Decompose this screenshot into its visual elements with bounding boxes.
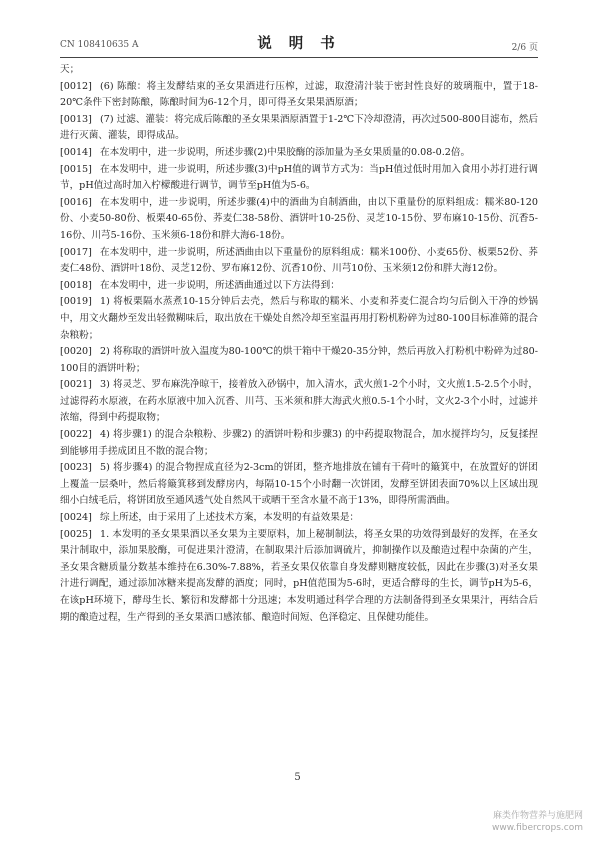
paragraph [60, 294, 538, 344]
paragraph-text: 4) 将步骤1) 的混合杂粮粉、步骤2) 的酒饼叶粉和步骤3) 的中药提取物混合，加水搅拌均匀，反复揉捏到能够用手搓成团且不散的混合物； [60, 429, 538, 457]
paragraph-text: 1) 将板栗隔水蒸煮10-15分钟后去壳，然后与称取的糯米、小麦和荞麦仁混合均匀后倒入干净的炒锅中，用文火翻炒至发出轻微糊味后，取出放在干燥处自然冷却至室温再用打粉机粉碎为过80-100目标准筛的混合杂粮粉； [60, 296, 538, 341]
paragraph [60, 245, 538, 278]
paragraph-number: [0021] [60, 379, 92, 391]
paragraph-number: [0016] [60, 196, 92, 208]
paragraph-text: 2) 将称取的酒饼叶放入温度为80-100℃的烘干箱中干燥20-35分钟，然后再放入打粉机中粉碎为过80-100目的酒饼叶粉； [60, 346, 538, 374]
paragraph-text: 5) 将步骤4) 的混合物捏成直径为2-3cm的饼团，整齐地排放在铺有干荷叶的簸箕中，在放置好的饼团上覆盖一层桑叶，然后将簸箕移到发酵房内，每隔10-15个小时翻一次饼团，发酵至饼团表面70%以上区域出现细小白绒毛后，将饼团放至通风透气处自然风干或晒干至含水量不高于13%，即得所需酒曲。 [60, 462, 538, 507]
paragraph-number: [0014] [60, 146, 92, 158]
document-title: 说 明 书 [257, 35, 341, 52]
watermark [492, 810, 583, 834]
continuation-text: 天； [60, 64, 80, 75]
paragraph [60, 377, 538, 427]
paragraph-number: [0012] [60, 80, 92, 92]
document-body [60, 62, 538, 626]
paragraph [60, 427, 538, 460]
page-number: 5 [294, 772, 301, 783]
paragraph [60, 112, 538, 145]
paragraph-text: 在本发明中，进一步说明，所述步骤(3)中pH值的调节方式为：当pH值过低时用加入食用小苏打进行调节，pH值过高时加入柠檬酸进行调节，调节至pH值为5-6。 [60, 163, 538, 192]
paragraph-number: [0017] [60, 246, 92, 258]
paragraph [60, 162, 538, 195]
paragraph [60, 510, 538, 527]
paragraph-number: [0022] [60, 429, 92, 441]
paragraph-number: [0024] [60, 512, 92, 524]
page-header [60, 32, 538, 54]
paragraph-number: [0023] [60, 462, 92, 474]
paragraph [60, 344, 538, 377]
paragraph-text: 3) 将灵芝、罗布麻洗净晾干，接着放入砂锅中，加入清水，武火煎1-2个小时，文火煎1.5-2.5个小时，过滤得药水原液，在药水原液中加入沉香、川芎、玉米须和胖大海武火煎0.5-1个小时，文火2-3个小时，过滤并浓缩，得到中药提取物； [60, 379, 538, 424]
paragraph-list [60, 79, 538, 627]
paragraph-text: 在本发明中，进一步说明，所述步骤(4)中的酒曲为自制酒曲，由以下重量份的原料组成：糯米80-120份、小麦50-80份、板栗40-65份、荞麦仁38-58份、酒饼叶10-25份、灵芝10-15份、罗布麻10-15份、沉香5-16份、川芎5-16份、玉米须6-18份和胖大海6-18份。 [60, 196, 538, 241]
page-indicator: 2/6 页 [511, 43, 538, 53]
paragraph [60, 460, 538, 510]
paragraph-text: 在本发明中，进一步说明，所述酒曲由以下重量份的原料组成：糯米100份、小麦65份、板栗52份、荞麦仁48份、酒饼叶18份、灵芝12份、罗布麻12份、沉香10份、川芎10份、玉米须12份和胖大海12份。 [60, 246, 538, 275]
paragraph-number: [0018] [60, 279, 92, 291]
paragraph-text: (7) 过滤、灌装：将完成后陈酿的圣女果果酒原酒置于1-2℃下冷却澄清，再次过500-800目滤布，然后进行灭菌、灌装，即得成品。 [60, 113, 538, 142]
paragraph [60, 527, 538, 627]
patent-number: CN 108410635 A [60, 40, 139, 50]
paragraph [60, 195, 538, 245]
paragraph [60, 79, 538, 112]
paragraph [60, 278, 538, 295]
paragraph-number: [0013] [60, 113, 92, 125]
paragraph-text: 在本发明中，进一步说明，所述酒曲通过以下方法得到： [100, 279, 340, 291]
paragraph-number: [0015] [60, 163, 92, 175]
paragraph-text: (6) 陈酿：将主发酵结束的圣女果酒进行压榨，过滤，取澄清汁装于密封性良好的玻璃瓶中，置于18-20℃条件下密封陈酿，陈酿时间为6-12个月，即可得圣女果果酒原酒； [60, 80, 538, 109]
paragraph [60, 145, 538, 162]
paragraph-text: 在本发明中，进一步说明，所述步骤(2)中果胶酶的添加量为圣女果质量的0.08-0.2倍。 [100, 146, 471, 158]
paragraph-text: 1. 本发明的圣女果果酒以圣女果为主要原料，加上秘制制法，将圣女果的功效得到最好的发挥，在圣女果汁制取中，添加果胶酶，可促进果汁澄清，在制取果汁后添加调硫片，抑制操作以及酿造过程中杂菌的产生，圣女果含糖质量分数基本维持在6.30%-7.88%，若圣女果仅依靠自身发酵则糖度较低，因此在步骤(3)对圣女果汁进行调配，通过添加冰糖来提高发酵的酒度；同时，pH值范围为5-6时，更适合酵母的生长，调节pH为5-6，在该pH环境下，酵母生长、繁衍和发酵都十分迅速；本发明通过科学合理的方法制备得到圣女果果汁，再结合后期的酿造过程，生产得到的圣女果酒口感浓郁、酿造时间短、色泽稳定、且保健功能佳。 [60, 528, 538, 623]
paragraph-number: [0019] [60, 296, 92, 308]
paragraph-number: [0020] [60, 346, 92, 358]
paragraph-number: [0025] [60, 528, 92, 540]
header-divider [60, 57, 538, 58]
paragraph-text: 综上所述，由于采用了上述技术方案，本发明的有益效果是： [100, 512, 360, 524]
watermark-line-2: www.fibercrops.com [492, 823, 583, 833]
watermark-line-1: 麻类作物营养与施肥网 [492, 811, 583, 821]
